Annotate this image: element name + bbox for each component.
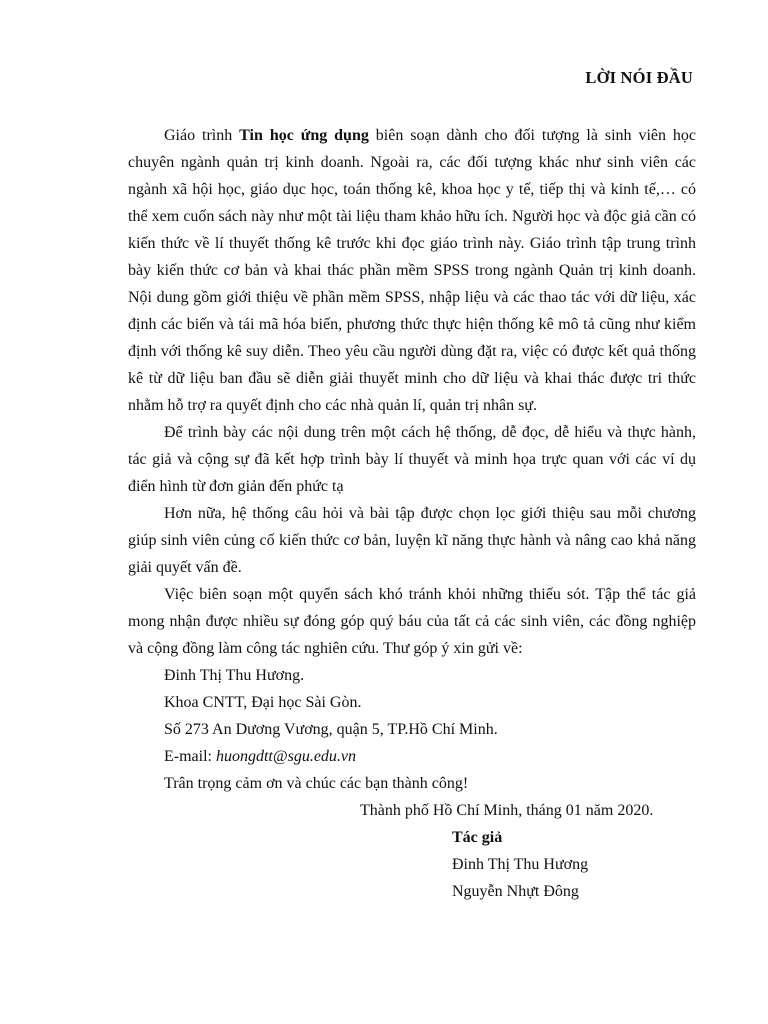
paragraph-intro: [128, 122, 696, 419]
contact-address: Số 273 An Dương Vương, quận 5, TP.Hồ Chí Minh.: [164, 721, 498, 738]
contact-name: Đinh Thị Thu Hương.: [164, 667, 305, 684]
place-date: Thành phố Hồ Chí Minh, tháng 01 năm 2020.: [360, 802, 654, 819]
paragraph-feedback: Việc biên soạn một quyển sách khó tránh khỏi những thiếu sót. Tập thể tác giả mong nhận được nhiều sự đóng góp quý báu của tất cả các sinh viên, các đồng nghiệp và cộng đồng làm công tác nghiên cứu. Thư góp ý xin gửi về:: [128, 586, 696, 657]
author-name-1: Đinh Thị Thu Hương: [452, 856, 589, 873]
author-name-2: Nguyễn Nhựt Đông: [452, 883, 579, 900]
contact-email-line: [128, 743, 696, 770]
thanks-line: Trân trọng cảm ơn và chúc các bạn thành công!: [164, 775, 469, 792]
document-body: [128, 122, 696, 905]
book-title-emphasis: Tin học ứng dụng: [239, 127, 369, 144]
email-label: E-mail:: [164, 748, 216, 765]
intro-prefix: Giáo trình: [164, 127, 240, 144]
signature-label: Tác giả: [452, 829, 503, 846]
page-title: LỜI NÓI ĐẦU: [585, 68, 693, 87]
paragraph-exercises: Hơn nữa, hệ thống câu hỏi và bài tập được chọn lọc giới thiệu sau mỗi chương giúp sinh viên củng cố kiến thức cơ bản, luyện kĩ năng thực hành và nâng cao khả năng giải quyết vấn đề.: [128, 505, 696, 576]
paragraph-presentation: Để trình bày các nội dung trên một cách hệ thống, dễ đọc, dễ hiểu và thực hành, tác giả và cộng sự đã kết hợp trình bày lí thuyết và minh họa trực quan với các ví dụ điển hình từ đơn giản đến phức tạ: [128, 424, 696, 495]
email-link[interactable]: huongdtt@sgu.edu.vn: [215, 748, 357, 765]
intro-suffix: biên soạn dành cho đối tượng là sinh viên học chuyên ngành quản trị kinh doanh. Ngoài ra, các đối tượng khác như sinh viên các ngành xã hội học, giáo dục học, toán thống kê, khoa học y tế, tiếp thị và kinh tế,… có thể xem cuốn sách này như một tài liệu tham khảo hữu ích. Người học và độc giả cần có kiến thức về lí thuyết thống kê trước khi đọc giáo trình này. Giáo trình tập trung trình bày kiến thức cơ bản và khai thác phần mềm SPSS trong ngành Quản trị kinh doanh. Nội dung gồm giới thiệu về phần mềm SPSS, nhập liệu và các thao tác với dữ liệu, xác định các biến và tái mã hóa biến, phương thức thực hiện thống kê mô tả cũng như kiểm định với thống kê suy diễn. Theo yêu cầu người dùng đặt ra, việc có được kết quả thống kê từ dữ liệu ban đầu sẽ diễn giải thuyết minh cho dữ liệu và khai thác được tri thức nhằm hỗ trợ ra quyết định cho các nhà quản lí, quản trị nhân sự.: [128, 127, 697, 414]
contact-department: Khoa CNTT, Đại học Sài Gòn.: [164, 694, 362, 711]
